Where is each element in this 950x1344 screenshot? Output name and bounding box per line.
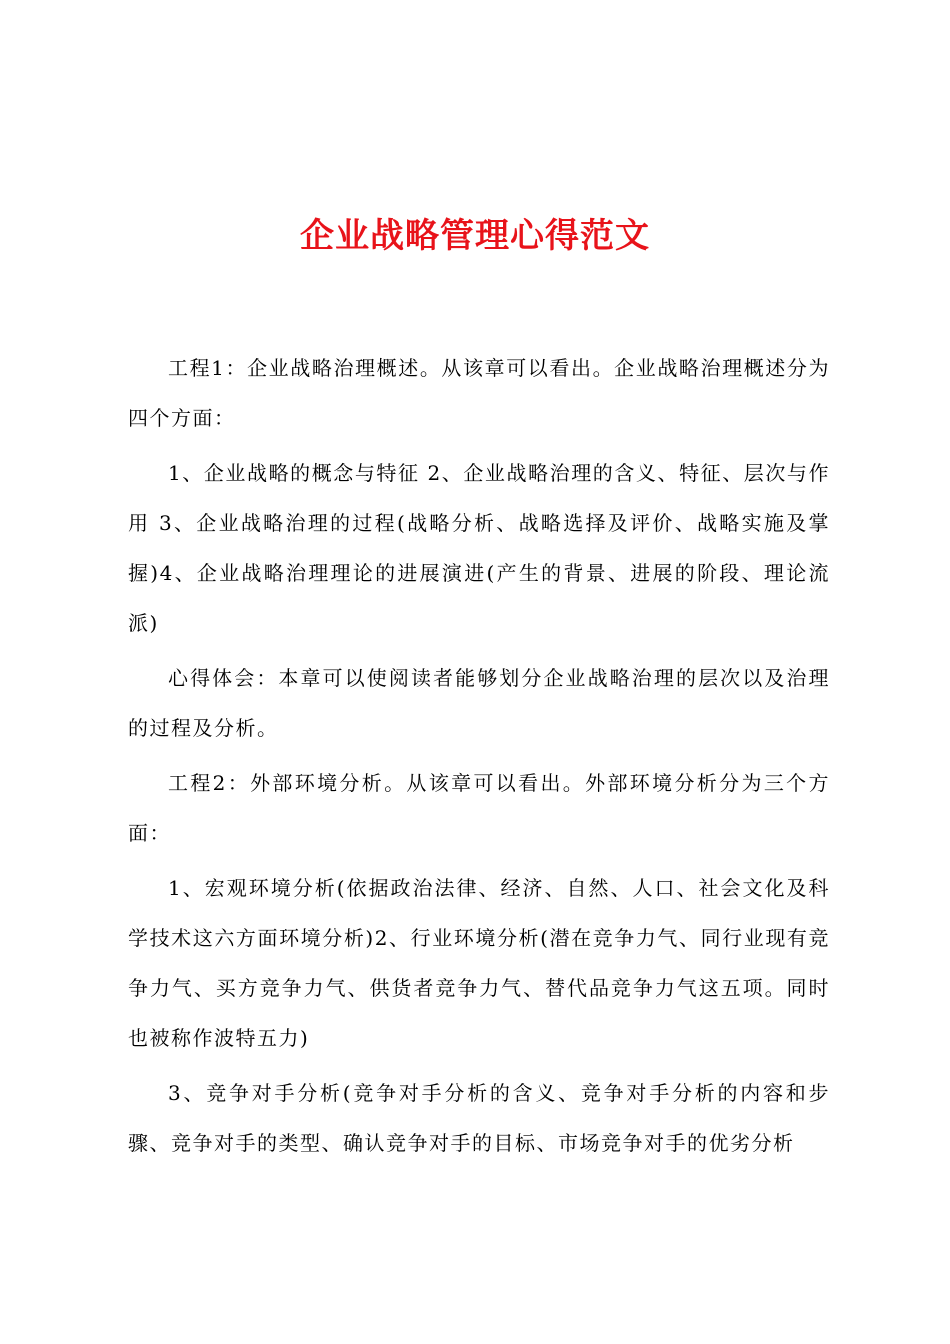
paragraph-4: 工程2：外部环境分析。从该章可以看出。外部环境分析分为三个方面： [128, 771, 830, 845]
document-body [128, 343, 830, 1173]
document-title: 企业战略管理心得范文 [300, 216, 650, 256]
paragraph-5: 1、宏观环境分析(依据政治法律、经济、自然、人口、社会文化及科学技术这六方面环境分析)2、行业环境分析(潜在竞争力气、同行业现有竞争力气、买方竞争力气、供货者竞争力气、替代品竞争力气这五项。同时也被称作波特五力) [128, 876, 830, 1050]
paragraph-3: 心得体会：本章可以使阅读者能够划分企业战略治理的层次以及治理的过程及分析。 [128, 666, 830, 740]
paragraph-1: 工程1：企业战略治理概述。从该章可以看出。企业战略治理概述分为四个方面： [128, 356, 830, 430]
paragraph-6: 3、竞争对手分析(竞争对手分析的含义、竞争对手分析的内容和步骤、竞争对手的类型、确认竞争对手的目标、市场竞争对手的优劣分析 [128, 1081, 830, 1155]
paragraph-2: 1、企业战略的概念与特征 2、企业战略治理的含义、特征、层次与作用 3、企业战略治理的过程(战略分析、战略选择及评价、战略实施及掌握)4、企业战略治理理论的进展演进(产生的背景、进展的阶段、理论流派) [128, 461, 830, 635]
